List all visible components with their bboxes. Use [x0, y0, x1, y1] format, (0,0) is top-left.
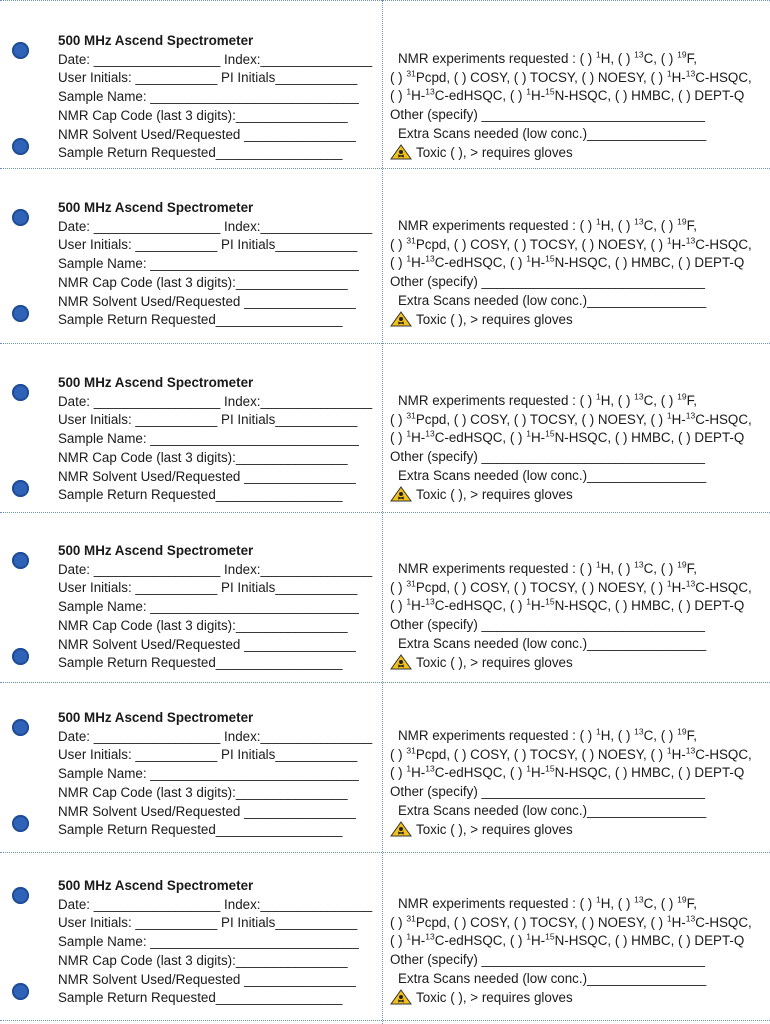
sample-name-field: Sample Name: ____________________________ [58, 766, 359, 782]
blue-dot-icon [12, 42, 29, 59]
experiments-line-2: ( ) $^{31}$Pcpd, ( ) COSY, ( ) TOCSY, ( ) NOESY, ( ) $^1$H-$^{13}$C-HSQC, [390, 235, 752, 252]
label-right-column [390, 560, 768, 672]
spectrometer-title: 500 MHz Ascend Spectrometer [58, 200, 254, 215]
experiments-line-1: NMR experiments requested : ( ) $^1$H, ( ) $^{13}$C, ( ) $^{19}$F, [398, 49, 698, 66]
sample-name-field: Sample Name: ____________________________ [58, 89, 359, 105]
extra-scans-field: Extra Scans needed (low conc.)________________ [398, 970, 707, 986]
cap-code-field: NMR Cap Code (last 3 digits):_______________ [58, 784, 348, 800]
blue-dot-icon [12, 305, 29, 322]
experiments-line-2: ( ) $^{31}$Pcpd, ( ) COSY, ( ) TOCSY, ( ) NOESY, ( ) $^1$H-$^{13}$C-HSQC, [390, 913, 752, 930]
sample-label-2 [0, 177, 770, 345]
label-separator [0, 0, 770, 1]
toxic-warning-icon [390, 654, 412, 670]
blue-dot-icon [12, 887, 29, 904]
initials-field: User Initials: ___________ PI Initials___________ [58, 747, 358, 763]
experiments-line-1: NMR experiments requested : ( ) $^1$H, ( ) $^{13}$C, ( ) $^{19}$F, [398, 391, 698, 408]
toxic-warning-icon [390, 486, 412, 502]
experiments-line-3: ( ) $^1$H-$^{13}$C-edHSQC, ( ) $^1$H-$^{15}$N-HSQC, ( ) HMBC, ( ) DEPT-Q [390, 253, 745, 271]
date-index-field: Date: _________________ Index:_______________ [58, 393, 373, 409]
label-left-column [58, 199, 378, 330]
blue-dot-icon [12, 552, 29, 569]
extra-scans-field: Extra Scans needed (low conc.)________________ [398, 802, 707, 818]
cap-code-field: NMR Cap Code (last 3 digits):_______________ [58, 952, 348, 968]
label-separator [0, 1020, 770, 1021]
experiments-line-3: ( ) $^1$H-$^{13}$C-edHSQC, ( ) $^1$H-$^{15}$N-HSQC, ( ) HMBC, ( ) DEPT-Q [390, 596, 745, 614]
initials-field: User Initials: ___________ PI Initials___________ [58, 580, 358, 596]
experiments-line-3: ( ) $^1$H-$^{13}$C-edHSQC, ( ) $^1$H-$^{15}$N-HSQC, ( ) HMBC, ( ) DEPT-Q [390, 428, 745, 446]
sample-return-field: Sample Return Requested_________________ [58, 312, 343, 328]
label-right-column [390, 217, 768, 329]
blue-dot-icon [12, 209, 29, 226]
spectrometer-title: 500 MHz Ascend Spectrometer [58, 710, 254, 725]
label-separator [0, 852, 770, 853]
experiments-line-2: ( ) $^{31}$Pcpd, ( ) COSY, ( ) TOCSY, ( ) NOESY, ( ) $^1$H-$^{13}$C-HSQC, [390, 410, 752, 427]
sample-return-field: Sample Return Requested_________________ [58, 655, 343, 671]
date-index-field: Date: _________________ Index:_______________ [58, 561, 373, 577]
date-index-field: Date: _________________ Index:_______________ [58, 896, 373, 912]
label-separator [0, 512, 770, 513]
label-left-column [58, 32, 378, 163]
initials-field: User Initials: ___________ PI Initials___________ [58, 412, 358, 428]
other-field: Other (specify) ______________________________ [390, 449, 705, 465]
sample-return-field: Sample Return Requested_________________ [58, 487, 343, 503]
toxic-line: Toxic ( ), > requires gloves [390, 144, 768, 163]
sample-return-field: Sample Return Requested_________________ [58, 822, 343, 838]
extra-scans-field: Extra Scans needed (low conc.)________________ [398, 635, 707, 651]
other-field: Other (specify) ______________________________ [390, 274, 705, 290]
label-left-column [58, 877, 378, 1008]
label-left-column [58, 542, 378, 673]
label-separator [0, 343, 770, 344]
experiments-line-3: ( ) $^1$H-$^{13}$C-edHSQC, ( ) $^1$H-$^{15}$N-HSQC, ( ) HMBC, ( ) DEPT-Q [390, 931, 745, 949]
toxic-line: Toxic ( ), > requires gloves [390, 654, 768, 673]
sample-label-6 [0, 855, 770, 1023]
cap-code-field: NMR Cap Code (last 3 digits):_______________ [58, 107, 348, 123]
extra-scans-field: Extra Scans needed (low conc.)________________ [398, 125, 707, 141]
extra-scans-field: Extra Scans needed (low conc.)________________ [398, 292, 707, 308]
experiments-line-1: NMR experiments requested : ( ) $^1$H, ( ) $^{13}$C, ( ) $^{19}$F, [398, 216, 698, 233]
solvent-field: NMR Solvent Used/Requested _______________ [58, 468, 356, 484]
sample-name-field: Sample Name: ____________________________ [58, 256, 359, 272]
label-right-column [390, 727, 768, 839]
sample-return-field: Sample Return Requested_________________ [58, 145, 343, 161]
sample-name-field: Sample Name: ____________________________ [58, 599, 359, 615]
sample-name-field: Sample Name: ____________________________ [58, 431, 359, 447]
label-left-column [58, 709, 378, 840]
spectrometer-title: 500 MHz Ascend Spectrometer [58, 375, 254, 390]
label-separator [0, 682, 770, 683]
experiments-line-1: NMR experiments requested : ( ) $^1$H, ( ) $^{13}$C, ( ) $^{19}$F, [398, 726, 698, 743]
other-field: Other (specify) ______________________________ [390, 784, 705, 800]
label-right-column [390, 50, 768, 162]
toxic-line: Toxic ( ), > requires gloves [390, 486, 768, 505]
toxic-line: Toxic ( ), > requires gloves [390, 989, 768, 1008]
blue-dot-icon [12, 983, 29, 1000]
solvent-field: NMR Solvent Used/Requested _______________ [58, 636, 356, 652]
experiments-line-1: NMR experiments requested : ( ) $^1$H, ( ) $^{13}$C, ( ) $^{19}$F, [398, 559, 698, 576]
toxic-warning-icon [390, 821, 412, 837]
date-index-field: Date: _________________ Index:_______________ [58, 728, 373, 744]
blue-dot-icon [12, 719, 29, 736]
label-right-column [390, 392, 768, 504]
date-index-field: Date: _________________ Index:_______________ [58, 51, 373, 67]
solvent-field: NMR Solvent Used/Requested _______________ [58, 126, 356, 142]
cap-code-field: NMR Cap Code (last 3 digits):_______________ [58, 449, 348, 465]
sample-label-1 [0, 10, 770, 178]
other-field: Other (specify) ______________________________ [390, 952, 705, 968]
initials-field: User Initials: ___________ PI Initials___________ [58, 237, 358, 253]
spectrometer-title: 500 MHz Ascend Spectrometer [58, 543, 254, 558]
spectrometer-title: 500 MHz Ascend Spectrometer [58, 33, 254, 48]
blue-dot-icon [12, 384, 29, 401]
experiments-line-2: ( ) $^{31}$Pcpd, ( ) COSY, ( ) TOCSY, ( ) NOESY, ( ) $^1$H-$^{13}$C-HSQC, [390, 578, 752, 595]
sample-label-5 [0, 687, 770, 855]
initials-field: User Initials: ___________ PI Initials___________ [58, 70, 358, 86]
extra-scans-field: Extra Scans needed (low conc.)________________ [398, 467, 707, 483]
sample-label-3 [0, 352, 770, 520]
label-right-column [390, 895, 768, 1007]
blue-dot-icon [12, 815, 29, 832]
label-left-column [58, 374, 378, 505]
toxic-warning-icon [390, 989, 412, 1005]
spectrometer-title: 500 MHz Ascend Spectrometer [58, 878, 254, 893]
other-field: Other (specify) ______________________________ [390, 617, 705, 633]
experiments-line-3: ( ) $^1$H-$^{13}$C-edHSQC, ( ) $^1$H-$^{15}$N-HSQC, ( ) HMBC, ( ) DEPT-Q [390, 86, 745, 104]
experiments-line-2: ( ) $^{31}$Pcpd, ( ) COSY, ( ) TOCSY, ( ) NOESY, ( ) $^1$H-$^{13}$C-HSQC, [390, 68, 752, 85]
other-field: Other (specify) ______________________________ [390, 107, 705, 123]
toxic-line: Toxic ( ), > requires gloves [390, 311, 768, 330]
toxic-warning-icon [390, 144, 412, 160]
blue-dot-icon [12, 138, 29, 155]
solvent-field: NMR Solvent Used/Requested _______________ [58, 293, 356, 309]
cap-code-field: NMR Cap Code (last 3 digits):_______________ [58, 274, 348, 290]
date-index-field: Date: _________________ Index:_______________ [58, 218, 373, 234]
experiments-line-2: ( ) $^{31}$Pcpd, ( ) COSY, ( ) TOCSY, ( ) NOESY, ( ) $^1$H-$^{13}$C-HSQC, [390, 745, 752, 762]
experiments-line-1: NMR experiments requested : ( ) $^1$H, ( ) $^{13}$C, ( ) $^{19}$F, [398, 894, 698, 911]
sample-return-field: Sample Return Requested_________________ [58, 990, 343, 1006]
initials-field: User Initials: ___________ PI Initials___________ [58, 915, 358, 931]
toxic-line: Toxic ( ), > requires gloves [390, 821, 768, 840]
solvent-field: NMR Solvent Used/Requested _______________ [58, 971, 356, 987]
toxic-warning-icon [390, 311, 412, 327]
sample-label-4 [0, 520, 770, 688]
solvent-field: NMR Solvent Used/Requested _______________ [58, 803, 356, 819]
blue-dot-icon [12, 648, 29, 665]
sample-name-field: Sample Name: ____________________________ [58, 934, 359, 950]
experiments-line-3: ( ) $^1$H-$^{13}$C-edHSQC, ( ) $^1$H-$^{15}$N-HSQC, ( ) HMBC, ( ) DEPT-Q [390, 763, 745, 781]
cap-code-field: NMR Cap Code (last 3 digits):_______________ [58, 617, 348, 633]
blue-dot-icon [12, 480, 29, 497]
label-separator [0, 168, 770, 169]
